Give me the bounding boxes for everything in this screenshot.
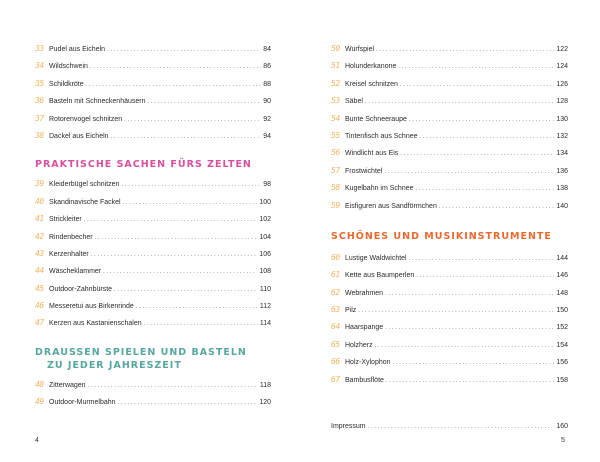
impressum-row[interactable] bbox=[331, 418, 568, 435]
toc-leader-dots bbox=[144, 316, 258, 333]
toc-page-number: 118 bbox=[259, 381, 271, 389]
toc-entry-number: 58 bbox=[331, 183, 340, 193]
toc-row[interactable] bbox=[35, 376, 271, 393]
toc-row[interactable] bbox=[331, 110, 568, 127]
toc-title: Messeretui aus Birkenrinde bbox=[49, 303, 134, 311]
toc-title: Windlicht aus Eis bbox=[345, 150, 399, 158]
toc-page-number: 112 bbox=[259, 303, 271, 311]
toc-row[interactable] bbox=[35, 262, 271, 279]
toc-page-number: 102 bbox=[259, 216, 271, 224]
toc-list-left-a bbox=[35, 40, 271, 144]
toc-entry-number: 52 bbox=[331, 78, 340, 88]
toc-list-right-a bbox=[331, 40, 568, 214]
toc-row[interactable] bbox=[35, 245, 271, 262]
toc-row[interactable] bbox=[331, 197, 568, 214]
toc-row[interactable] bbox=[35, 193, 271, 210]
toc-title: Pudel aus Eicheln bbox=[49, 46, 106, 53]
toc-row[interactable] bbox=[331, 284, 568, 301]
toc-page-number: 114 bbox=[259, 320, 271, 328]
section-heading-draussen bbox=[35, 346, 271, 372]
toc-entry-number: 38 bbox=[35, 130, 44, 140]
toc-title: Impressum bbox=[331, 423, 366, 430]
toc-page-number: 148 bbox=[556, 289, 568, 297]
toc-page-number: 136 bbox=[556, 167, 568, 175]
toc-row[interactable] bbox=[35, 92, 271, 109]
toc-title: Basteln mit Schneckenhäusern bbox=[49, 98, 146, 106]
toc-page-number: 92 bbox=[263, 115, 271, 123]
toc-list-left-c bbox=[35, 376, 271, 411]
toc-title: Kette aus Baumperlen bbox=[345, 272, 415, 280]
toc-row[interactable] bbox=[331, 249, 568, 266]
toc-title: Wildschwein bbox=[49, 63, 88, 71]
toc-row[interactable] bbox=[35, 110, 271, 127]
toc-page-number: 90 bbox=[263, 98, 271, 106]
left-page bbox=[35, 40, 271, 450]
toc-row[interactable] bbox=[331, 144, 568, 161]
toc-row[interactable] bbox=[35, 210, 271, 227]
toc-title: Holz-Xylophon bbox=[345, 359, 391, 367]
toc-page-number: 94 bbox=[263, 132, 271, 140]
toc-leader-dots bbox=[111, 129, 262, 146]
toc-row[interactable] bbox=[331, 353, 568, 370]
toc-title: Frostwichtel bbox=[345, 167, 383, 175]
section-heading-zelten: PRAKTISCHE SACHEN FÜRS ZELTEN bbox=[35, 159, 252, 171]
right-page bbox=[331, 40, 568, 450]
toc-title: Kugelbahn im Schnee bbox=[345, 185, 414, 193]
toc-leader-dots bbox=[386, 373, 554, 390]
toc-page-number: 104 bbox=[259, 233, 271, 241]
toc-title: Schildkröte bbox=[49, 80, 84, 88]
toc-page-number: 106 bbox=[259, 250, 271, 258]
toc-list-left-b bbox=[35, 175, 271, 332]
toc-entry-number: 65 bbox=[331, 339, 340, 349]
toc-row[interactable] bbox=[35, 228, 271, 245]
toc-row[interactable] bbox=[35, 393, 271, 410]
toc-entry-number: 50 bbox=[331, 44, 340, 53]
toc-title: Bunte Schneeraupe bbox=[345, 115, 407, 123]
toc-row[interactable] bbox=[331, 301, 568, 318]
toc-entry-number: 45 bbox=[35, 283, 44, 293]
toc-row-impressum[interactable] bbox=[331, 418, 568, 435]
toc-entry-number: 64 bbox=[331, 322, 340, 332]
toc-list-right-b bbox=[331, 249, 568, 388]
folio-right: 5 bbox=[561, 437, 565, 444]
toc-entry-number: 67 bbox=[331, 374, 340, 384]
toc-row[interactable] bbox=[35, 127, 271, 144]
toc-row[interactable] bbox=[35, 280, 271, 297]
toc-leader-dots bbox=[368, 419, 555, 436]
toc-row[interactable] bbox=[35, 314, 271, 331]
toc-page-number: 156 bbox=[556, 359, 568, 367]
toc-row[interactable] bbox=[35, 75, 271, 92]
toc-page-number: 152 bbox=[556, 324, 568, 332]
toc-row[interactable] bbox=[331, 318, 568, 335]
toc-entry-number: 55 bbox=[331, 130, 340, 140]
toc-row[interactable] bbox=[331, 371, 568, 388]
toc-title: Haarspange bbox=[345, 324, 384, 332]
toc-entry-number: 43 bbox=[35, 248, 44, 258]
toc-entry-number: 44 bbox=[35, 266, 44, 276]
toc-title: Bambusflöte bbox=[345, 376, 384, 384]
toc-entry-number: 62 bbox=[331, 287, 340, 297]
toc-row[interactable] bbox=[331, 336, 568, 353]
toc-title: Tintenfisch aus Schnee bbox=[345, 132, 418, 140]
toc-row[interactable] bbox=[331, 127, 568, 144]
toc-row[interactable] bbox=[35, 57, 271, 74]
toc-title: Holzherz bbox=[345, 341, 373, 349]
toc-title: Rotorenvogel schnitzen bbox=[49, 115, 123, 123]
toc-page-number: 98 bbox=[263, 181, 271, 189]
toc-entry-number: 35 bbox=[35, 78, 44, 88]
toc-row[interactable] bbox=[331, 40, 568, 57]
toc-page-number: 122 bbox=[556, 46, 568, 53]
toc-title: Kleiderbügel schnitzen bbox=[49, 181, 120, 189]
toc-page-number: 110 bbox=[259, 285, 271, 293]
toc-leader-dots bbox=[439, 199, 554, 216]
toc-title: Strickleiter bbox=[49, 216, 82, 224]
toc-entry-number: 47 bbox=[35, 318, 44, 328]
toc-page-number: 88 bbox=[263, 80, 271, 88]
toc-row[interactable] bbox=[331, 57, 568, 74]
toc-page-number: 128 bbox=[556, 98, 568, 106]
folio-left: 4 bbox=[35, 437, 39, 444]
toc-page-number: 140 bbox=[556, 202, 568, 210]
toc-entry-number: 48 bbox=[35, 379, 44, 389]
toc-entry-number: 57 bbox=[331, 165, 340, 175]
toc-page-number: 100 bbox=[259, 198, 271, 206]
toc-title: Wäscheklammer bbox=[49, 268, 102, 276]
toc-entry-number: 61 bbox=[331, 270, 340, 280]
toc-row[interactable] bbox=[331, 162, 568, 179]
toc-title: Wurfspiel bbox=[345, 46, 375, 53]
toc-entry-number: 36 bbox=[35, 96, 44, 106]
toc-title: Skandinavische Fackel bbox=[49, 198, 121, 206]
toc-row[interactable] bbox=[35, 175, 271, 192]
toc-page-number: 124 bbox=[556, 63, 568, 71]
toc-entry-number: 34 bbox=[35, 61, 44, 71]
toc-page-number: 130 bbox=[556, 115, 568, 123]
toc-entry-number: 54 bbox=[331, 113, 340, 123]
toc-leader-dots bbox=[118, 395, 258, 412]
toc-row[interactable] bbox=[331, 266, 568, 283]
toc-page-number: 132 bbox=[556, 132, 568, 140]
toc-row[interactable] bbox=[331, 75, 568, 92]
section-heading-draussen-line1: DRAUSSEN SPIELEN UND BASTELN bbox=[35, 346, 247, 358]
toc-title: Eisfiguren aus Sandförmchen bbox=[345, 202, 437, 210]
toc-title: Outdoor-Murmelbahn bbox=[49, 399, 116, 407]
toc-title: Zitterwagen bbox=[49, 381, 86, 389]
toc-entry-number: 46 bbox=[35, 301, 44, 311]
toc-title: Kerzenhalter bbox=[49, 250, 89, 258]
toc-title: Webrahmen bbox=[345, 289, 384, 297]
toc-page-number: 86 bbox=[263, 63, 271, 71]
toc-title: Rindenbecher bbox=[49, 233, 93, 241]
toc-entry-number: 42 bbox=[35, 231, 44, 241]
toc-entry-number: 60 bbox=[331, 252, 340, 262]
toc-page-number: 150 bbox=[556, 307, 568, 315]
toc-title: Outdoor-Zahnbürste bbox=[49, 285, 113, 293]
toc-page-number: 120 bbox=[259, 399, 271, 407]
toc-entry-number: 56 bbox=[331, 148, 340, 158]
toc-page-number: 138 bbox=[556, 185, 568, 193]
toc-title: Kreisel schnitzen bbox=[345, 80, 398, 88]
toc-page-number: 108 bbox=[259, 268, 271, 276]
toc-page-number: 84 bbox=[263, 46, 271, 53]
toc-entry-number: 66 bbox=[331, 357, 340, 367]
toc-page-number: 158 bbox=[556, 376, 568, 384]
toc-title: Dackel aus Eicheln bbox=[49, 132, 109, 140]
toc-entry-number: 39 bbox=[35, 179, 44, 189]
toc-title: Pilz bbox=[345, 307, 357, 315]
toc-page-number: 144 bbox=[556, 254, 568, 262]
toc-entry-number: 40 bbox=[35, 196, 44, 206]
toc-page-number: 146 bbox=[556, 272, 568, 280]
toc-title: Säbel bbox=[345, 98, 363, 106]
toc-page-number: 154 bbox=[556, 341, 568, 349]
toc-page-number: 134 bbox=[556, 150, 568, 158]
toc-entry-number: 33 bbox=[35, 44, 44, 53]
toc-entry-number: 63 bbox=[331, 305, 340, 315]
toc-title: Holunderkanone bbox=[345, 63, 397, 71]
toc-row[interactable] bbox=[35, 40, 271, 57]
toc-entry-number: 51 bbox=[331, 61, 340, 71]
toc-entry-number: 41 bbox=[35, 214, 44, 224]
toc-page-number: 160 bbox=[556, 423, 568, 430]
toc-entry-number: 37 bbox=[35, 113, 44, 123]
toc-entry-number: 59 bbox=[331, 200, 340, 210]
section-heading-musik: SCHÖNES UND MUSIKINSTRUMENTE bbox=[331, 230, 552, 242]
toc-entry-number: 53 bbox=[331, 96, 340, 106]
toc-row[interactable] bbox=[35, 297, 271, 314]
toc-row[interactable] bbox=[331, 92, 568, 109]
toc-title: Kerzen aus Kastanienschalen bbox=[49, 320, 142, 328]
section-heading-draussen-line2: ZU JEDER JAHRESZEIT bbox=[47, 359, 182, 371]
toc-entry-number: 49 bbox=[35, 397, 44, 407]
toc-page-number: 126 bbox=[556, 80, 568, 88]
toc-title: Lustige Waldwichtel bbox=[345, 254, 407, 262]
toc-row[interactable] bbox=[331, 179, 568, 196]
